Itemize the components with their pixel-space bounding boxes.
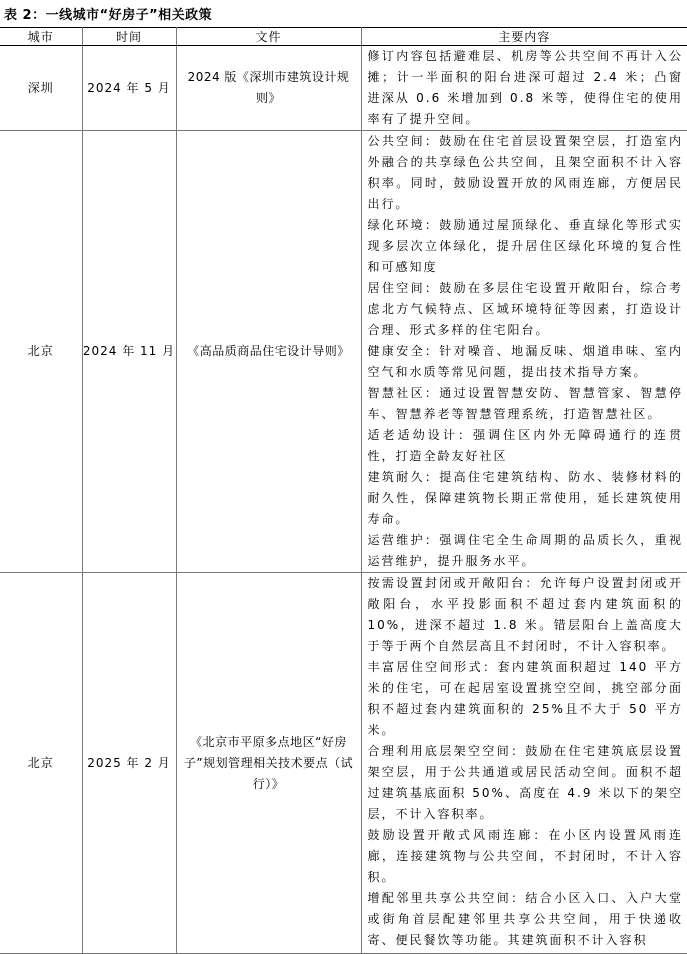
header-row	[0, 28, 687, 46]
time-cell: 2025 年 2 月	[82, 573, 176, 954]
content-paragraph: 公共空间：鼓励在住宅首层设置架空层，打造室内外融合的共享绿色公共空间，且架空面积不计入容积率。同时，鼓励设置开放的风雨连廊，方便居民出行。	[367, 134, 683, 211]
content-paragraph: 增配邻里共享公共空间：结合小区入口、入户大堂或街角首层配建邻里共享公共空间，用于快递收寄、便民餐饮等功能。其建筑面积不计入容积	[367, 891, 683, 947]
header-time: 时间	[82, 28, 176, 46]
table-caption: 表 2：一线城市“好房子”相关政策	[4, 8, 213, 23]
content-paragraph: 建筑耐久：提高住宅建筑结构、防水、装修材料的耐久性，保障建筑物长期正常使用，延长建筑使用寿命。	[367, 470, 683, 526]
table-row	[0, 131, 687, 573]
content-paragraph: 绿化环境：鼓励通过屋顶绿化、垂直绿化等形式实现多层次立体绿化，提升居住区绿化环境的复合性和可感知度	[367, 218, 683, 274]
table-row	[0, 573, 687, 954]
content-paragraph: 丰富居住空间形式：套内建筑面积超过 140 平方米的住宅，可在起居室设置挑空空间，挑空部分面积不超过套内建筑面积的 25%且不大于 50 平方米。	[367, 660, 683, 737]
content-paragraph: 修订内容包括避难层、机房等公共空间不再计入公摊；计一半面积的阳台进深可超过 2.4 米；凸窗进深从 0.6 米增加到 0.8 米等，使得住宅的使用率有了提升空间。	[367, 49, 683, 126]
content-paragraph: 合理利用底层架空空间：鼓励在住宅建筑底层设置架空层，用于公共通道或居民活动空间。面积不超过建筑基底面积 50%、高度在 4.9 米以下的架空层，不计入容积率。	[367, 744, 683, 821]
city-cell: 北京	[0, 131, 82, 573]
content-cell	[361, 131, 687, 573]
content-paragraph: 健康安全：针对噪音、地漏反味、烟道串味、室内空气和水质等常见问题，提出技术指导方案。	[367, 344, 683, 379]
content-paragraph: 运营维护：强调住宅全生命周期的品质长久，重视运营维护，提升服务水平。	[367, 533, 683, 568]
time-cell: 2024 年 5 月	[82, 46, 176, 131]
content-cell	[361, 573, 687, 954]
content-paragraph: 按需设置封闭或开敞阳台：允许每户设置封闭或开敞阳台，水平投影面积不超过套内建筑面积的10%，进深不超过 1.8 米。错层阳台上盖高度大于等于两个自然层高且不封闭时，不计入容积率。	[367, 576, 683, 653]
policy-table	[0, 27, 687, 954]
table-row	[0, 46, 687, 131]
document-cell: 《北京市平原多点地区“好房子”规划管理相关技术要点（试行）》	[176, 573, 361, 954]
content-paragraph: 智慧社区：通过设置智慧安防、智慧管家、智慧停车、智慧养老等智慧管理系统，打造智慧社区。	[367, 386, 683, 421]
content-paragraph: 适老适幼设计：强调住区内外无障碍通行的连贯性，打造全龄友好社区	[367, 428, 683, 463]
content-cell	[361, 46, 687, 131]
header-document: 文件	[176, 28, 361, 46]
city-cell: 深圳	[0, 46, 82, 131]
content-paragraph: 居住空间：鼓励在多层住宅设置开敞阳台，综合考虑北方气候特点、区域环境特征等因素，打造设计合理、形式多样的住宅阳台。	[367, 281, 683, 337]
content-paragraph: 鼓励设置开敞式风雨连廊：在小区内设置风雨连廊，连接建筑物与公共空间，不封闭时，不计入容积。	[367, 828, 683, 884]
document-cell: 2024 版《深圳市建筑设计规则》	[176, 46, 361, 131]
document-cell: 《高品质商品住宅设计导则》	[176, 131, 361, 573]
time-cell: 2024 年 11 月	[82, 131, 176, 573]
header-content: 主要内容	[361, 28, 687, 46]
city-cell: 北京	[0, 573, 82, 954]
header-city: 城市	[0, 28, 82, 46]
